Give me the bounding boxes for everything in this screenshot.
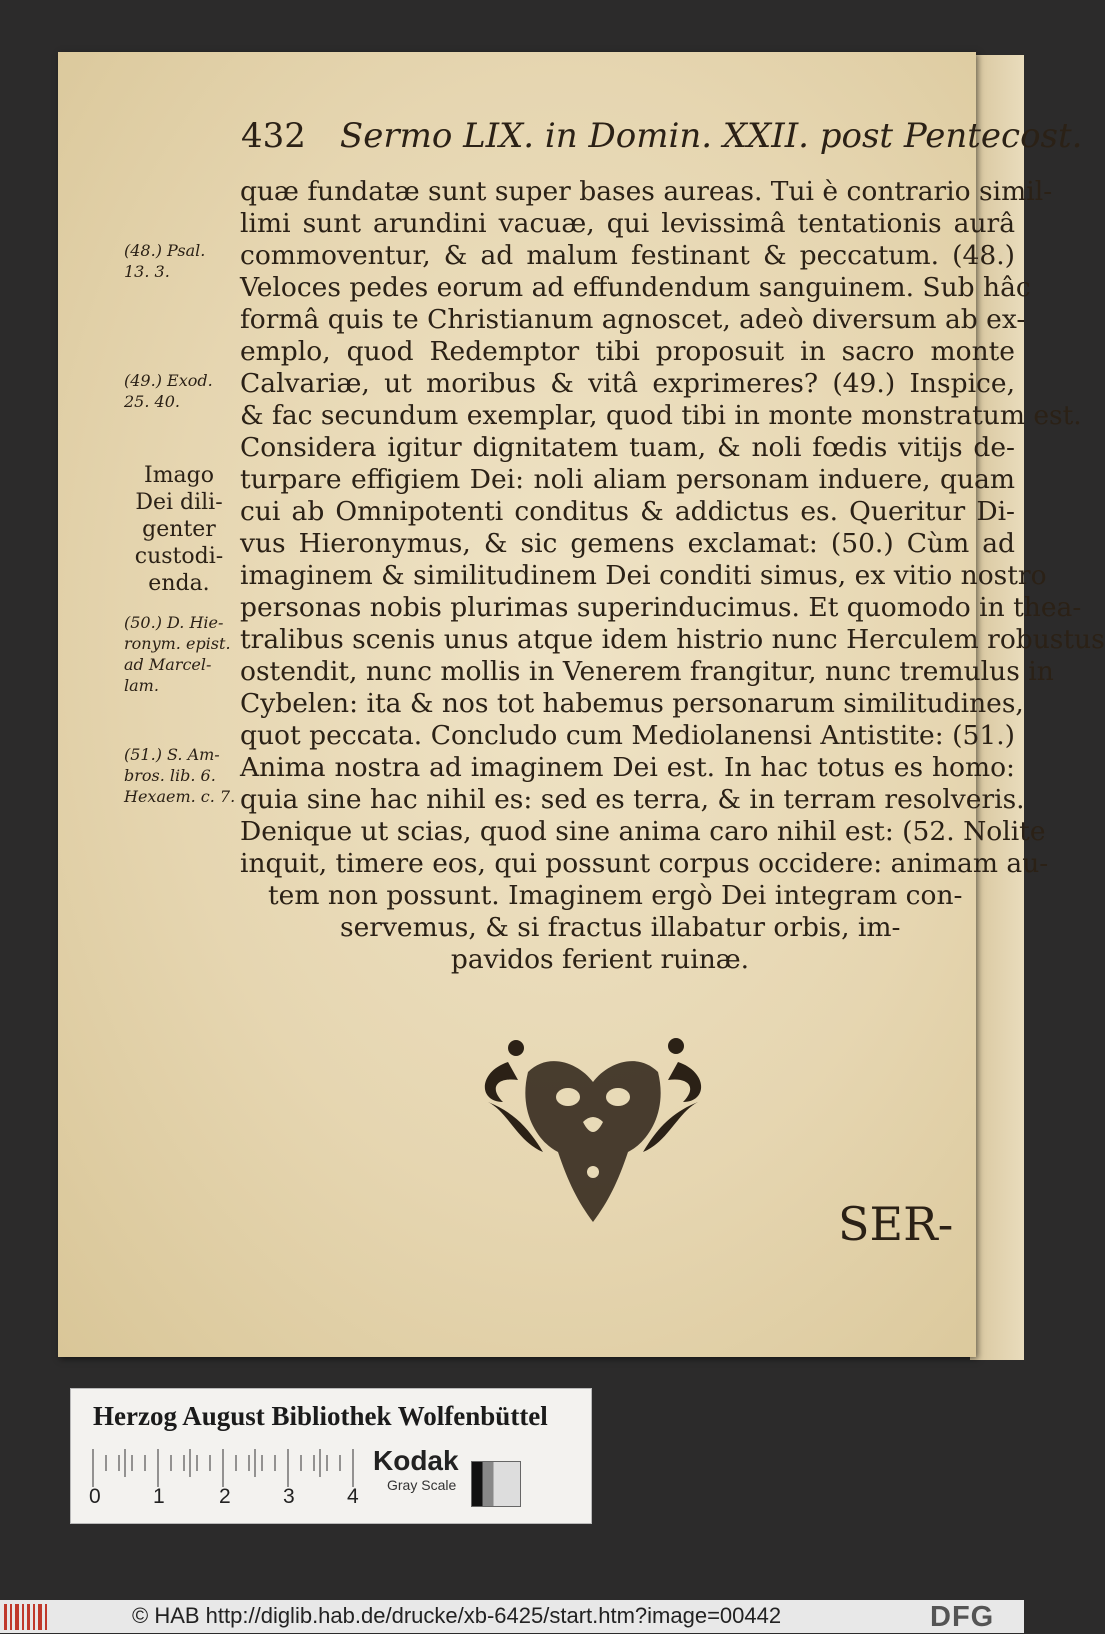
text-line: Calvariæ, ut moribus & vitâ exprimeres? (49.) Inspice, <box>240 368 1015 399</box>
text-line: Denique ut scias, quod sine anima caro nihil est: (52. Nolite <box>240 816 1046 847</box>
margin-note-51: (51.) S. Am- bros. lib. 6. Hexaem. c. 7. <box>124 745 236 806</box>
text-line: Anima nostra ad imaginem Dei est. In hac totus es homo: <box>240 752 1015 783</box>
catchword: SER- <box>838 1197 954 1251</box>
text-line: inquit, timere eos, qui possunt corpus occidere: animam au- <box>240 848 1049 879</box>
text-line: Veloces pedes eorum ad effundendum sanguinem. Sub hâc <box>240 272 1031 303</box>
text-line: emplo, quod Redemptor tibi proposuit in sacro monte <box>240 336 1015 367</box>
text-line: cui ab Omnipotenti conditus & addictus es. Queritur Di- <box>240 496 1015 527</box>
margin-note-imago: Imago Dei dili- genter custodi- enda. <box>134 463 224 596</box>
text-line: ostendit, nunc mollis in Venerem frangitur, nunc tremulus in <box>240 656 1054 687</box>
page-number: 432 <box>241 116 306 156</box>
text-line: quia sine hac nihil es: sed es terra, & in terram resolveris. <box>240 784 1025 815</box>
text-line: servemus, & si fractus illabatur orbis, im- <box>340 912 901 943</box>
ornament-vignette-icon <box>468 1032 718 1232</box>
text-line: tralibus scenis unus atque idem histrio nunc Herculem robustus <box>240 624 1105 655</box>
text-line: pavidos ferient ruinæ. <box>450 944 750 975</box>
library-name: Herzog August Bibliothek Wolfenbüttel <box>93 1401 548 1431</box>
gray-swatch <box>471 1461 521 1507</box>
dfg-logo: DFG <box>930 1601 995 1633</box>
book-page <box>58 52 1105 1357</box>
text-line: Considera igitur dignitatem tuam, & noli fœdis vitijs de- <box>240 432 1015 463</box>
text-line: imaginem & similitudinem Dei conditi simus, ex vitio nostro <box>240 560 1047 591</box>
running-title: Sermo LIX. in Domin. XXII. post Pentecost. <box>339 116 1083 156</box>
margin-note-49: (49.) Exod. 25. 40. <box>124 371 213 411</box>
text-line: Cybelen: ita & nos tot habemus personarum similitudines, <box>240 688 1024 719</box>
kodak-brand: Kodak <box>373 1445 459 1476</box>
text-line: turpare effigiem Dei: noli aliam personam induere, quam <box>240 464 1015 495</box>
text-line: formâ quis te Christianum agnoscet, adeò diversum ab ex- <box>240 304 1026 335</box>
running-head <box>241 116 1083 162</box>
text-line: limi sunt arundini vacuæ, qui levissimâ tentationis aurâ <box>240 208 1015 239</box>
text-line: quæ fundatæ sunt super bases aureas. Tui è contrario simil- <box>240 176 1053 207</box>
text-line: personas nobis plurimas superinducimus. Et quomodo in thea- <box>240 592 1082 623</box>
ruler-numbers: 0 1 2 3 4 <box>89 1485 359 1508</box>
gray-scale-label: Gray Scale <box>387 1477 457 1493</box>
barcode-icon <box>4 1604 48 1630</box>
text-line: tem non possunt. Imaginem ergò Dei integram con- <box>268 880 963 911</box>
color-reference-card <box>70 1388 592 1524</box>
margin-note-50: (50.) D. Hie- ronym. epist. ad Marcel- lam. <box>124 613 231 695</box>
body-text <box>240 176 1105 976</box>
text-line: quot peccata. Concludo cum Mediolanensi Antistite: (51.) <box>240 720 1015 751</box>
text-line: commoventur, & ad malum festinant & peccatum. (48.) <box>240 240 1015 271</box>
text-line: & fac secundum exemplar, quod tibi in monte monstratum est. <box>240 400 1082 431</box>
text-line: vus Hieronymus, & sic gemens exclamat: (50.) Cùm ad <box>240 528 1015 559</box>
footer-bar <box>0 1600 1024 1633</box>
margin-note-48: (48.) Psal. 13. 3. <box>124 241 206 281</box>
credit-link[interactable]: © HAB http://diglib.hab.de/drucke/xb-6425/start.htm?image=00442 <box>132 1603 782 1628</box>
